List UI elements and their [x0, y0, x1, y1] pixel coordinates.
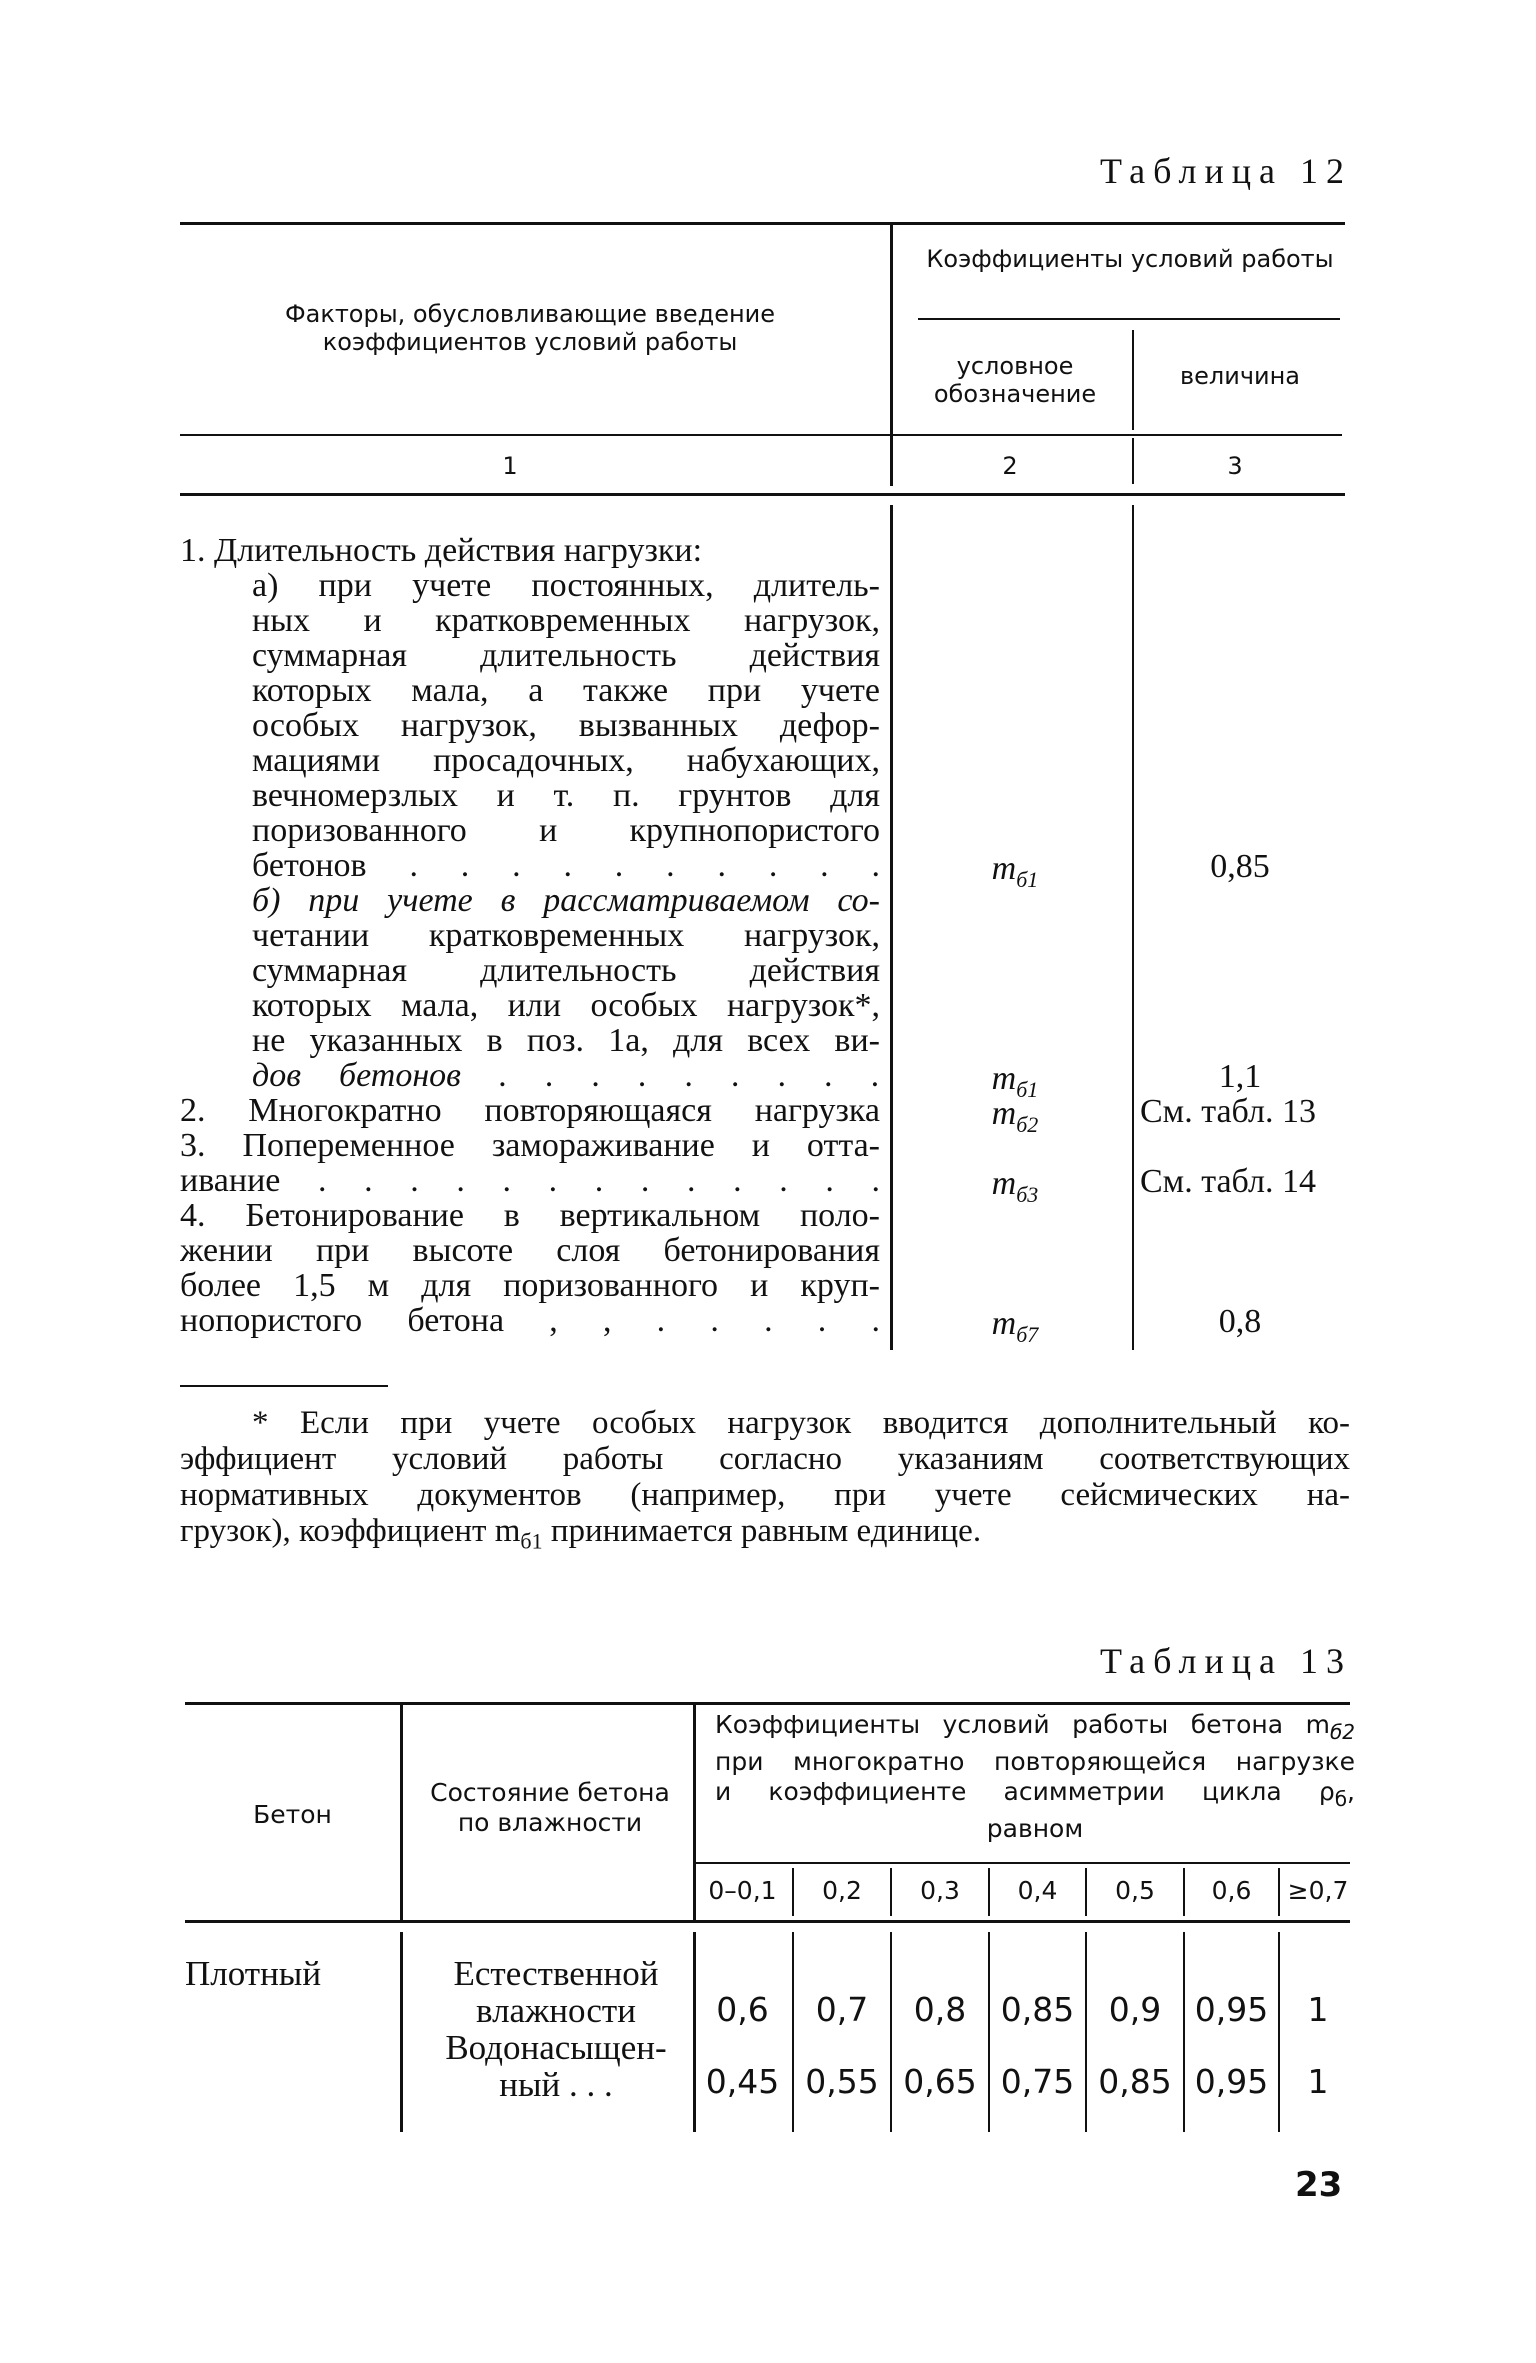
t13-header-rule	[185, 1920, 1350, 1923]
t12-row1a-line: вечномерзлых и т. п. грунтов для	[252, 778, 880, 813]
t13-concrete-type: Плотный	[185, 1954, 322, 1993]
t12-row2	[180, 1093, 880, 1128]
t12-vline-1	[890, 222, 893, 486]
t13-saturated-value: 0,65	[903, 2062, 977, 2101]
t12-footnote	[180, 1405, 1350, 1549]
t12-header-rule	[180, 434, 1342, 436]
t12-vline-2b	[1132, 438, 1134, 484]
footnote-line: * Если при учете особых нагрузок вводится дополнительный ко-	[252, 1405, 1350, 1441]
t13-saturated-line: Водонасыщен-	[445, 2028, 667, 2067]
t13-body-sep	[1278, 1932, 1280, 2132]
t12-row1b-line: суммарная длительность действия	[252, 953, 880, 988]
t12-row1-title: 1. Длительность действия нагрузки:	[180, 532, 703, 569]
t12-row4-symbol: $m_{б7}$	[991, 1305, 1039, 1347]
t12-row4-value: 0,8	[1218, 1303, 1262, 1340]
t12-row1b-symbol: $m_{б1}$	[991, 1060, 1039, 1102]
t12-header-symbol: условное обозначение	[933, 352, 1097, 408]
t12-vline-2c	[1132, 505, 1134, 1350]
t13-coef-line: Коэффициенты условий работы бетона $m_{б2}$	[715, 1710, 1355, 1744]
t12-row1b-line: не указанных в поз. 1а, для всех ви-	[252, 1023, 880, 1058]
t13-header-concrete: Бетон	[253, 1800, 332, 1829]
t12-colnum-1: 1	[502, 452, 518, 480]
t12-row1a-line: суммарная длительность действия	[252, 638, 880, 673]
t13-saturated-value: 0,85	[1098, 2062, 1172, 2101]
t12-header-coef: Коэффициенты условий работы	[926, 245, 1334, 273]
t12-row3	[180, 1128, 880, 1198]
t13-natural-value: 0,85	[1000, 1990, 1075, 2029]
t13-cycle-2: 0,3	[920, 1876, 960, 1905]
t12-header-value: величина	[1179, 362, 1301, 390]
t12-row4-line: нопористого бетона , , . . . . .	[180, 1303, 880, 1338]
t12-row4	[180, 1198, 880, 1338]
t13-natural-label	[425, 1955, 687, 2029]
t13-cycle-rule	[695, 1862, 1350, 1864]
t12-row1a-line: мациями просадочных, набухающих,	[252, 743, 880, 778]
t13-body-sep	[890, 1932, 892, 2132]
t12-row4-line: жении при высоте слоя бетонирования	[180, 1233, 880, 1268]
t12-header-factors: Факторы, обусловливающие введение коэффициентов условий работы	[284, 300, 776, 356]
t13-natural-value: 0,95	[1194, 1990, 1269, 2029]
t13-saturated-value: 0,75	[1000, 2062, 1075, 2101]
t12-row4-line: 4. Бетонирование в вертикальном поло-	[180, 1198, 880, 1233]
t12-row4-line: более 1,5 м для поризованного и круп-	[180, 1268, 880, 1303]
t12-coef-rule	[918, 318, 1340, 320]
t13-vline-b2	[693, 1932, 696, 2132]
t13-natural-value: 0,6	[716, 1990, 769, 2029]
t12-row1a-symbol: $m_{б1}$	[991, 850, 1039, 892]
t13-cycle-5: 0,6	[1211, 1876, 1252, 1905]
t13-cycle-1: 0,2	[822, 1876, 862, 1905]
t13-natural-value: 0,8	[913, 1990, 967, 2029]
t13-saturated-line: ный . . .	[499, 2065, 613, 2104]
t12-row3-symbol: $m_{б3}$	[991, 1165, 1039, 1207]
t12-row1a-line: которых мала, а также при учете	[252, 673, 880, 708]
t13-natural-value: 0,9	[1108, 1990, 1162, 2029]
t13-top-rule	[185, 1702, 1350, 1705]
t13-cycle-3: 0,4	[1017, 1876, 1058, 1905]
footnote-line: грузок), коэффициент $m_{б1}$ принимается равным единице.	[180, 1513, 982, 1549]
t12-row1a-line: особых нагрузок, вызванных дефор-	[252, 708, 880, 743]
t12-row1b-line: которых мала, или особых нагрузок*,	[252, 988, 880, 1023]
t12-row3-line: ивание . . . . . . . . . . . . .	[180, 1163, 880, 1198]
t13-natural-line: влажности	[476, 1991, 636, 2030]
t12-row1b	[180, 883, 880, 1093]
t12-vline-1b	[890, 505, 893, 1350]
t12-row3-value: См. табл. 14	[1140, 1163, 1316, 1200]
t12-colnum-rule	[180, 493, 1345, 496]
t13-header-coef	[715, 1710, 1355, 1844]
t12-colnum-2: 2	[1002, 452, 1018, 480]
footnote-rule	[180, 1385, 388, 1387]
t13-natural-line: Естественной	[453, 1954, 659, 1993]
footnote-line: эффициент условий работы согласно указаниям соответствующих	[180, 1441, 1350, 1477]
t13-saturated-label	[425, 2029, 687, 2103]
t13-header-moisture: Состояние бетона по влажности	[430, 1778, 670, 1837]
footnote-line: нормативных документов (например, при учете сейсмических на-	[180, 1477, 1350, 1513]
t13-body-sep	[792, 1932, 794, 2132]
t13-natural-value: 0,7	[815, 1990, 869, 2029]
t12-row1a-line: поризованного и крупнопористого	[252, 813, 880, 848]
t13-coef-line: равном	[986, 1814, 1084, 1843]
t13-saturated-value: 0,55	[805, 2062, 879, 2101]
t12-row3-line: 3. Попеременное замораживание и отта-	[180, 1128, 880, 1163]
table13-caption: Таблица 13	[1100, 1641, 1352, 1681]
page-number: 23	[1295, 2165, 1343, 2205]
t12-row1a-line: ных и кратковременных нагрузок,	[252, 603, 880, 638]
t12-row1b-line: четании кратковременных нагрузок,	[252, 918, 880, 953]
t13-coef-line: и коэффициенте асимметрии цикла $\rho_б$,	[715, 1777, 1355, 1811]
t12-row2-value: См. табл. 13	[1140, 1093, 1316, 1130]
t13-cycle-0: 0–0,1	[708, 1876, 777, 1905]
table12-caption: Таблица 12	[1100, 151, 1352, 191]
t12-row1b-line: дов бетонов . . . . . . . . .	[252, 1058, 880, 1093]
t13-cycle-4: 0,5	[1115, 1876, 1155, 1905]
t12-row1a-line: бетонов . . . . . . . . . .	[252, 848, 880, 883]
t13-saturated-value: 1	[1307, 2062, 1329, 2101]
t13-coef-line: при многократно повторяющейся нагрузке	[715, 1747, 1355, 1776]
t12-row1a	[180, 568, 880, 883]
t12-row1a-line: а) при учете постоянных, длитель-	[252, 568, 880, 603]
t13-body-sep	[1085, 1932, 1087, 2132]
t12-vline-2	[1132, 330, 1134, 430]
t13-body-sep	[988, 1932, 990, 2132]
t13-vline-a2	[400, 1932, 403, 2132]
t13-body-sep	[1183, 1932, 1185, 2132]
t12-row1a-value: 0,85	[1210, 848, 1270, 885]
t12-row1b-line: б) при учете в рассматриваемом со-	[252, 883, 880, 918]
t12-top-rule	[180, 222, 1345, 225]
t12-row2-line: 2. Многократно повторяющаяся нагрузка	[180, 1093, 880, 1128]
t13-natural-value: 1	[1307, 1990, 1329, 2029]
t13-vline-a	[400, 1702, 403, 1920]
t13-saturated-value: 0,45	[705, 2062, 780, 2101]
t12-colnum-3: 3	[1227, 452, 1243, 480]
t12-row1b-value: 1,1	[1218, 1058, 1262, 1095]
t13-cycle-6: ≥0,7	[1287, 1876, 1349, 1905]
t12-row2-symbol: $m_{б2}$	[991, 1095, 1039, 1137]
t13-saturated-value: 0,95	[1194, 2062, 1269, 2101]
